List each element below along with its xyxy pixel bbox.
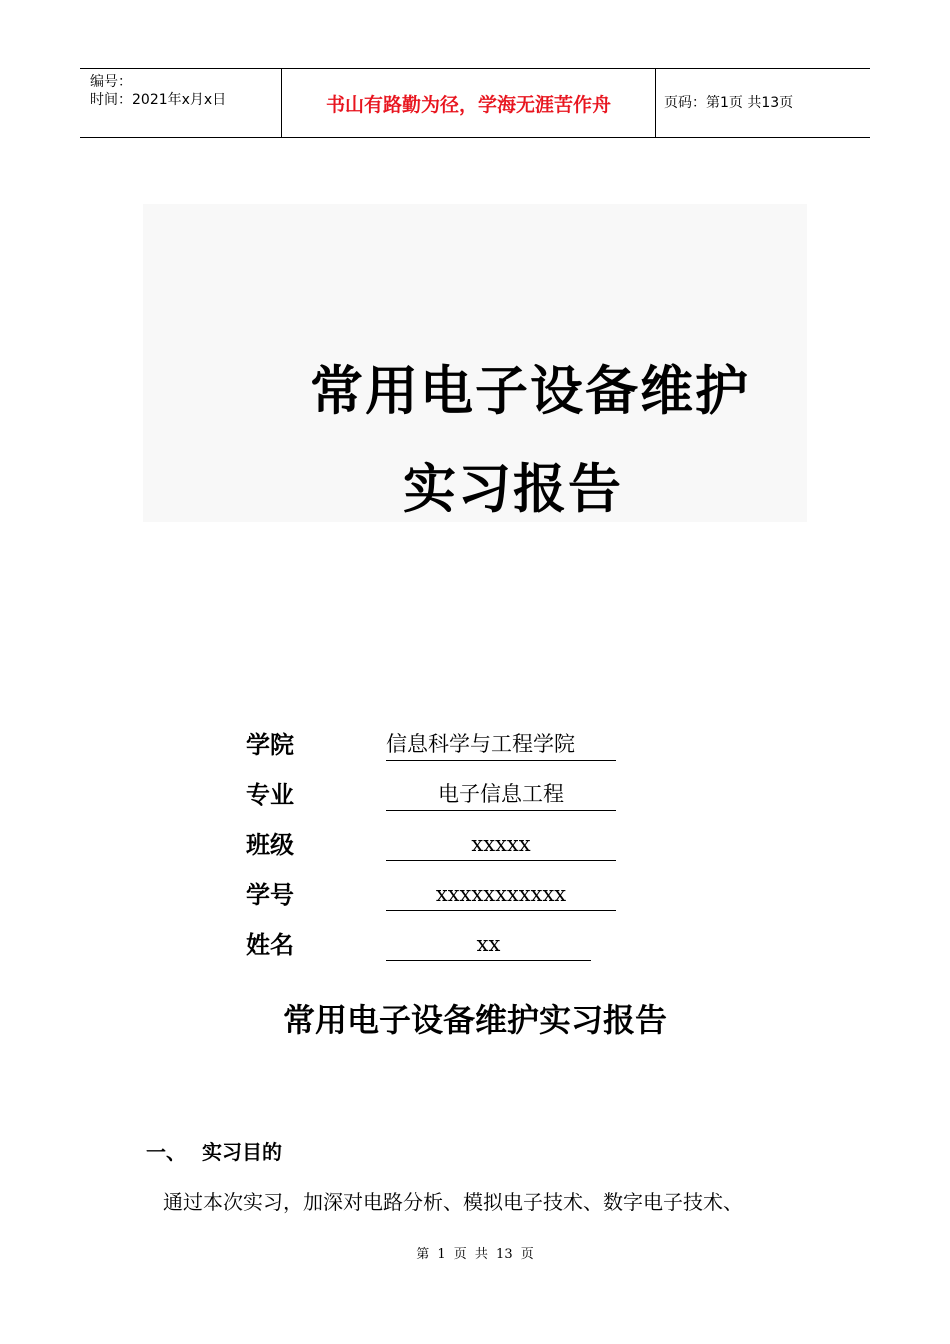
section-heading — [146, 1138, 282, 1166]
info-row-name — [0, 928, 950, 968]
header-right-cell — [656, 69, 870, 137]
cover-title-line1: 常用电子设备维护 — [310, 361, 750, 422]
info-label: 专业 — [246, 781, 294, 809]
info-value: 电子信息工程 — [386, 778, 616, 811]
body-paragraph: 通过本次实习，加深对电路分析、模拟电子技术、数字电子技术、 — [163, 1190, 743, 1214]
info-value: xxxxxxxxxxx — [386, 878, 616, 911]
info-label: 学院 — [246, 731, 294, 759]
info-value: xx — [386, 928, 591, 961]
header-motto: 书山有路勤为径，学海无涯苦作舟 — [325, 94, 611, 116]
info-value: xxxxx — [386, 828, 616, 861]
document-title: 常用电子设备维护实习报告 — [282, 1001, 667, 1039]
info-row-student-id — [0, 878, 950, 918]
header-code-label: 编号： — [90, 74, 132, 90]
section-number: 一、 — [146, 1140, 186, 1164]
info-row-class — [0, 828, 950, 868]
info-label: 学号 — [246, 881, 294, 909]
info-row-major — [0, 778, 950, 818]
cover-title-line2: 实习报告 — [403, 459, 623, 520]
header-time-label: 时间：2021年x月x日 — [90, 92, 227, 108]
header-middle-cell — [282, 69, 656, 137]
page-footer: 第 1 页 共 13 页 — [416, 1247, 534, 1262]
header-left-cell — [80, 69, 282, 137]
page-header — [80, 68, 870, 138]
info-value: 信息科学与工程学院 — [386, 728, 616, 761]
info-label: 姓名 — [246, 931, 294, 959]
section-title: 实习目的 — [202, 1140, 282, 1164]
info-row-college — [0, 728, 950, 768]
info-label: 班级 — [246, 831, 294, 859]
header-page-info: 页码：第1页 共13页 — [664, 95, 794, 111]
